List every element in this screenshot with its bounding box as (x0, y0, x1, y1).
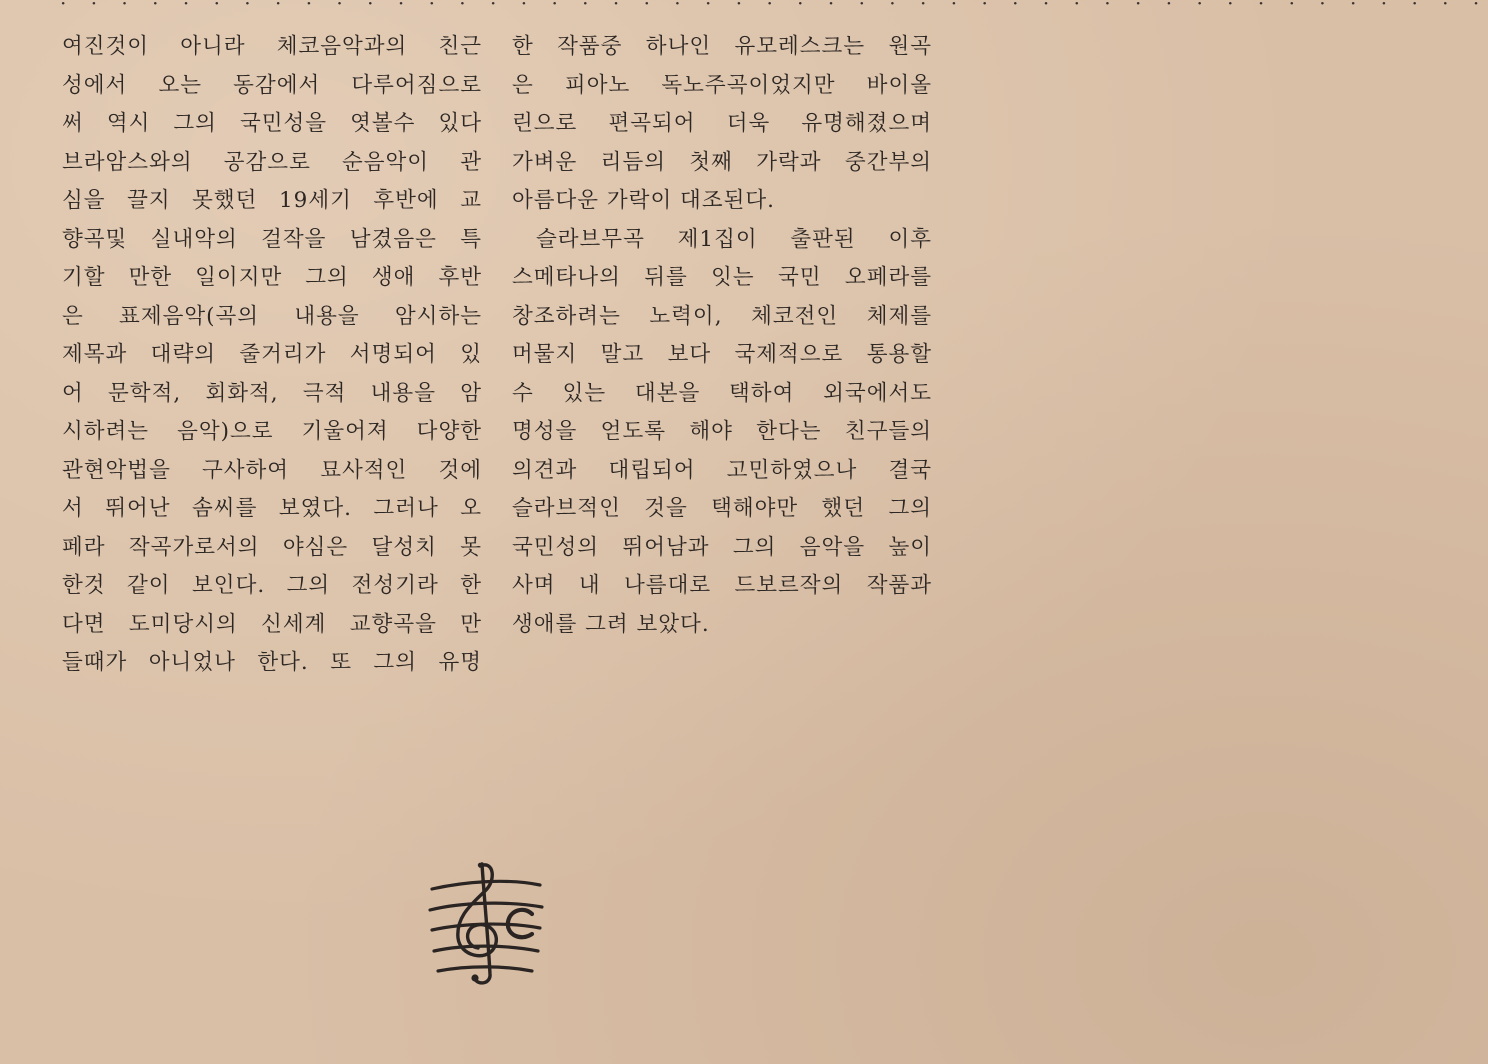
left-text-column (62, 28, 482, 683)
text-line: 서 뛰어난 솜씨를 보였다. 그러나 오 (62, 496, 482, 521)
text-line: 창조하려는 노력이, 체코전인 체제를 (512, 303, 932, 329)
text-line: 머물지 말고 보다 국제적으로 통용할 (512, 342, 932, 367)
text-line: 국민성의 뛰어남과 그의 음악을 높이 (512, 534, 932, 560)
text-line: 의견과 대립되어 고민하였으나 결국 (512, 457, 932, 483)
text-line: 슬라브적인 것을 택해야만 했던 그의 (512, 496, 932, 521)
text-line: 다면 도미당시의 신세계 교향곡을 만 (62, 611, 482, 637)
paragraph-start-line: 슬라브무곡 제1집이 출판된 이후 (536, 226, 932, 252)
text-line: 한것 같이 보인다. 그의 전성기라 한 (62, 573, 482, 598)
paragraph-end-line: 생애를 그려 보았다. (512, 611, 710, 637)
text-line: 브라암스와의 공감으로 순음악이 관 (62, 149, 482, 175)
text-line: 명성을 얻도록 해야 한다는 친구들의 (512, 419, 932, 444)
text-line: 수 있는 대본을 택하여 외국에서도 (512, 380, 932, 406)
text-line: 성에서 오는 동감에서 다루어짐으로 (62, 72, 482, 98)
text-line: 스메타나의 뒤를 잇는 국민 오페라를 (512, 265, 932, 290)
text-line: 써 역시 그의 국민성을 엿볼수 있다 (62, 111, 482, 136)
text-line: 여진것이 아니라 체코음악과의 친근 (62, 34, 482, 59)
text-line: 기할 만한 일이지만 그의 생애 후반 (62, 265, 482, 290)
text-line: 향곡및 실내악의 걸작을 남겼음은 특 (62, 226, 482, 252)
text-line: 은 표제음악(곡의 내용을 암시하는 (62, 303, 482, 329)
text-line: 페라 작곡가로서의 야심은 달성치 못 (62, 534, 482, 560)
top-edge-fragment: · · · · · · · · · · · · · · · · · · · · · · · · · · · · · · · · · · · · · · · · · · · · · · · (60, 0, 1488, 15)
right-text-column (512, 28, 932, 644)
text-line: 한 작품중 하나인 유모레스크는 원곡 (512, 34, 932, 59)
text-line: 가벼운 리듬의 첫째 가락과 중간부의 (512, 149, 932, 175)
text-line: 제목과 대략의 줄거리가 서명되어 있 (62, 342, 482, 367)
text-line: 린으로 편곡되어 더욱 유명해졌으며 (512, 111, 932, 136)
text-line: 심을 끌지 못했던 19세기 후반에 교 (62, 188, 482, 213)
text-line: 어 문학적, 회화적, 극적 내용을 암 (62, 380, 482, 406)
text-line: 들때가 아니었나 한다. 또 그의 유명 (62, 650, 482, 675)
text-line: 관현악법을 구사하여 묘사적인 것에 (62, 457, 482, 483)
text-line: 시하려는 음악)으로 기울어져 다양한 (62, 419, 482, 444)
treble-clef-ornament-icon (428, 856, 546, 988)
paragraph-end-line: 아름다운 가락이 대조된다. (512, 188, 775, 213)
text-line: 은 피아노 독노주곡이었지만 바이올 (512, 72, 932, 98)
text-line: 사며 내 나름대로 드보르작의 작품과 (512, 573, 932, 598)
